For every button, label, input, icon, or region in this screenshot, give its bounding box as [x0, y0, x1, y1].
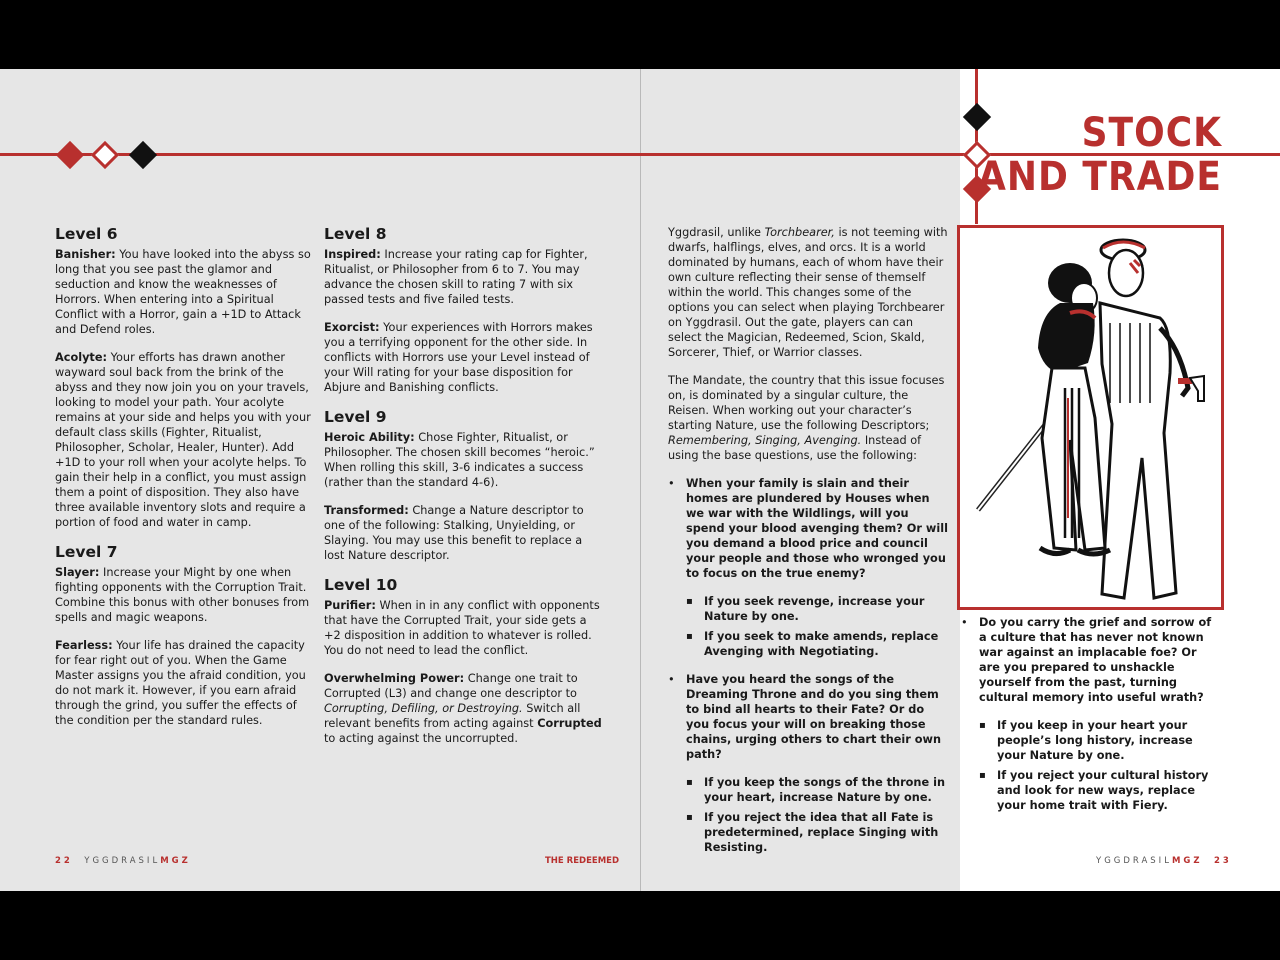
banisher-paragraph: Banisher: You have looked into the abyss so long that you see past the glamor and seduction and know the weaknesses of Horrors. When entering into a Spiritual Conflict with a Horror, gain a +1D to Attack and Defend roles.: [55, 248, 311, 336]
left-folio: 22 YGGDRASILMGZ: [55, 856, 191, 866]
level-7-heading: Level 7: [55, 543, 118, 561]
title-line-1: STOCK: [1081, 110, 1222, 156]
slayer-paragraph: Slayer: Increase your Might by one when fighting opponents with the Corruption Trait. Combine this bonus with other bonuses from spells and magic weapons.: [55, 566, 310, 624]
right-column-2: [961, 615, 1216, 818]
overwhelming-power-paragraph: Overwhelming Power: Change one trait to Corrupted (L3) and change one descriptor to Corrupting, Defiling, or Destroying. Switch all relevant benefits from acting against Corrupted to acting against the uncorrupted.: [324, 672, 602, 745]
level-6-heading: Level 6: [55, 225, 118, 243]
option-keep-history: ▪ If you keep in your heart your people’s long history, increase your Nature by one.: [979, 718, 1216, 763]
right-column-1: [668, 225, 950, 860]
left-column-2: [324, 225, 606, 759]
option-revenge: ▪ If you seek revenge, increase your Nature by one.: [686, 594, 950, 624]
option-reject-history: ▪ If you reject your cultural history and look for new ways, replace your home trait with Fiery.: [979, 768, 1216, 813]
question-grief-sorrow: • Do you carry the grief and sorrow of a culture that has never not known war against an implacable foe? Or are you prepared to unshackle yourself from the past, turning cultural memory into useful wrath?: [961, 615, 1216, 705]
left-column-1: [55, 225, 313, 741]
outline-diamond-icon: [91, 141, 119, 169]
level-10-heading: Level 10: [324, 576, 398, 594]
heroic-ability-paragraph: Heroic Ability: Chose Fighter, Ritualist, or Philosopher. The chosen skill becomes “heroic.” When rolling this skill, 3-6 indicates a success (rather than the standard 4-6).: [324, 431, 595, 489]
option-keep-songs: ▪ If you keep the songs of the throne in your heart, increase Nature by one.: [686, 775, 950, 805]
intro-paragraph: Yggdrasil, unlike Torchbearer, is not teeming with dwarfs, halflings, elves, and orcs. It is a world dominated by humans, each of whom have their own culture reflecting their sense of themself within the world. This changes some of the options you can select when playing Torchbearer on Yggdrasil. Out the gate, players can can select the Magician, Redeemed, Scion, Skald, Sorcerer, Thief, or Warrior classes.: [668, 226, 948, 359]
option-reject-fate: ▪ If you reject the idea that all Fate is predetermined, replace Singing with Resisting.: [686, 810, 950, 855]
red-diamond-icon: [56, 141, 84, 169]
page-gutter: [640, 69, 641, 891]
acolyte-paragraph: Acolyte: Your efforts has drawn another wayward soul back from the brink of the abyss and they now join you on your travels, looking to model your path. Your acolyte remains at your side and helps you with your default class skills (Fighter, Ritualist, Philosopher, Scholar, Healer, Hunter). Add +1D to your roll when your acolyte helps. To gain their help in a conflict, you must assign them a point of disposition. They also have three available inventory slots and require a portion of food and water in camp.: [55, 351, 311, 529]
section-folio: THE REDEEMED: [545, 856, 620, 866]
embracing-figures-illustration: [960, 228, 1221, 607]
right-folio: YGGDRASILMGZ 23: [1096, 856, 1232, 866]
level-9-heading: Level 9: [324, 408, 387, 426]
exorcist-paragraph: Exorcist: Your experiences with Horrors makes you a terrifying opponent for the other side. In conflicts with Horrors use your Level instead of your Will rating for your base disposition for Abjure and Banishing conflicts.: [324, 321, 593, 394]
article-title: [978, 111, 1222, 199]
question-family-slain: • When your family is slain and their homes are plundered by Houses when we war with the Wildlings, will you spend your blood avenging them? Or will you demand a blood price and council your people and those who wronged you to focus on the true enemy?: [668, 476, 950, 581]
question-dreaming-throne: • Have you heard the songs of the Dreaming Throne and do you sing them to bind all hearts to their Fate? Or do you focus your will on breaking those chains, urging others to chart their own path?: [668, 672, 950, 762]
transformed-paragraph: Transformed: Change a Nature descriptor to one of the following: Stalking, Unyielding, or Slaying. You may use this benefit to replace a lost Nature descriptor.: [324, 504, 584, 562]
option-amends: ▪ If you seek to make amends, replace Avenging with Negotiating.: [686, 629, 950, 659]
magazine-spread: [0, 69, 1280, 891]
purifier-paragraph: Purifier: When in in any conflict with opponents that have the Corrupted Trait, your side gets a +2 disposition in addition to whatever is rolled. You do not need to lead the conflict.: [324, 599, 600, 657]
illustration-frame: [957, 225, 1224, 610]
title-line-2: AND TRADE: [978, 154, 1222, 200]
fearless-paragraph: Fearless: Your life has drained the capacity for fear right out of you. When the Game Master assigns you the afraid condition, you do not mark it. However, if you earn afraid through the grind, you suffer the effects of the condition per the standard rules.: [55, 639, 306, 727]
level-8-heading: Level 8: [324, 225, 387, 243]
inspired-paragraph: Inspired: Increase your rating cap for Fighter, Ritualist, or Philosopher from 6 to 7. You may advance the chosen skill to rating 7 with six passed tests and five failed tests.: [324, 248, 588, 306]
mandate-paragraph: The Mandate, the country that this issue focuses on, is dominated by a singular culture, the Reisen. When working out your character’s starting Nature, use the following Descriptors; Remembering, Singing, Avenging. Instead of using the base questions, use the following:: [668, 374, 945, 462]
black-diamond-icon: [129, 141, 157, 169]
